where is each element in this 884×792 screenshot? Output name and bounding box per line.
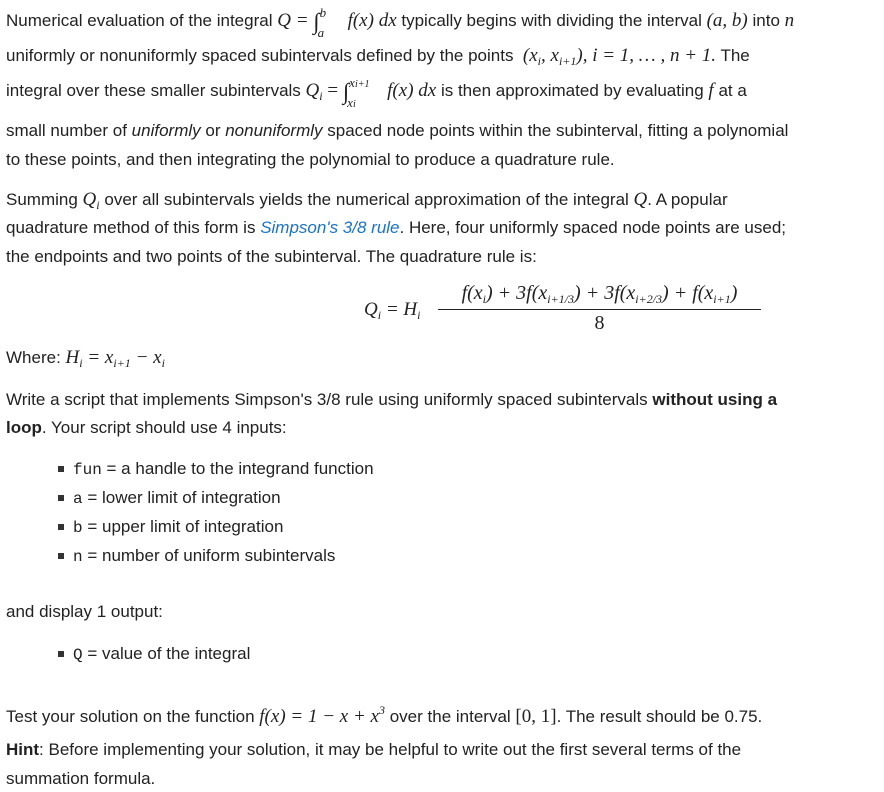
- text-bold: loop: [6, 418, 42, 437]
- hint-line2: [6, 768, 155, 790]
- text: . Here, four uniformly spaced node points are used;: [399, 218, 786, 237]
- math-part: ): [730, 282, 738, 304]
- text: typically begins with dividing the interval: [401, 11, 702, 30]
- subscript: i: [161, 356, 165, 370]
- list-item: [73, 487, 281, 510]
- text: Where:: [6, 348, 61, 367]
- math-part: Q: [364, 299, 378, 320]
- math-hi: [66, 347, 165, 368]
- math-part: ) + 3f(x: [574, 282, 636, 304]
- equation-denominator: 8: [594, 312, 605, 334]
- math-part: H: [65, 347, 80, 368]
- subscript: i: [319, 89, 323, 103]
- math-part: , x: [541, 45, 559, 66]
- math-interval: [0, 1]: [515, 706, 557, 727]
- text: The: [720, 46, 750, 65]
- code-q: Q: [73, 646, 83, 664]
- equation-numerator: [438, 282, 761, 307]
- math-qi: [306, 80, 343, 101]
- p1-line2: [6, 45, 750, 72]
- p2-line3: [6, 246, 537, 268]
- code-fun: fun: [73, 461, 102, 479]
- math-function: [259, 703, 385, 727]
- text: = value of the integral: [82, 644, 251, 663]
- p2-line1: [6, 189, 728, 216]
- text: at a: [718, 81, 747, 100]
- integral-sign: ∫: [342, 79, 350, 104]
- subscript: i+1: [558, 54, 577, 68]
- text: integral over these smaller subintervals: [6, 81, 301, 100]
- subscript: i: [352, 98, 356, 110]
- math-index: i = 1, … , n + 1.: [592, 45, 717, 66]
- upper-limit: b: [319, 4, 327, 20]
- subscript: i: [377, 308, 382, 322]
- text: into: [752, 11, 780, 30]
- math-f: f: [708, 80, 714, 101]
- math-part: ),: [576, 45, 588, 66]
- math-part: (x: [522, 45, 538, 66]
- text: small number of: [6, 121, 132, 140]
- subscript: i+2/3: [635, 292, 663, 306]
- math-n: n: [784, 10, 795, 31]
- list-item: [73, 545, 335, 568]
- text-bold: without using a: [652, 390, 778, 409]
- text-italic: nonuniformly: [225, 121, 323, 140]
- subscript: i+1: [713, 292, 731, 306]
- equation-lhs: [364, 298, 420, 323]
- test-line: [6, 699, 762, 728]
- math-part: Q: [305, 80, 320, 101]
- text: . Your script should use 4 inputs:: [41, 418, 287, 437]
- list-item: [73, 643, 250, 666]
- text: = number of uniform subintervals: [82, 546, 336, 565]
- bullet-icon: [58, 553, 64, 559]
- lower-limit: a: [317, 24, 325, 40]
- math-part: x: [349, 74, 355, 90]
- hint-line1: [6, 739, 741, 761]
- math-part: Q: [82, 189, 97, 210]
- text: spaced node points within the subinterval, fitting a polynomial: [322, 121, 789, 140]
- text: . A popular: [647, 190, 728, 209]
- text: Summing: [6, 190, 78, 209]
- text: : Before implementing your solution, it may be helpful to write out the first several terms of the: [39, 740, 742, 759]
- hint-label: Hint: [6, 740, 40, 759]
- lower-limit: [347, 92, 356, 116]
- text: is then approximated by evaluating: [440, 81, 704, 100]
- text: = lower limit of integration: [82, 488, 281, 507]
- math-part: x: [347, 94, 353, 110]
- math-part: f(x) = 1 − x + x: [259, 706, 379, 727]
- p1-line5: [6, 149, 615, 171]
- math-q: Q: [633, 189, 648, 210]
- math-part: ) + f(x: [662, 282, 714, 304]
- fraction-bar: [438, 309, 761, 310]
- text-italic: uniformly: [131, 121, 201, 140]
- code-a: a: [73, 490, 83, 508]
- text: Numerical evaluation of the integral: [6, 11, 273, 30]
- text: to these points, and then integrating the polynomial to produce a quadrature rule.: [6, 150, 615, 169]
- p1-line1: [6, 4, 795, 40]
- where-line: [6, 347, 165, 374]
- math-part: − x: [130, 347, 162, 368]
- bullet-icon: [58, 524, 64, 530]
- text: = a handle to the integrand function: [101, 459, 374, 478]
- integral-sign: ∫: [313, 9, 320, 34]
- math-q: Q =: [277, 10, 314, 31]
- text: = upper limit of integration: [82, 517, 284, 536]
- p1-line3: [6, 74, 747, 110]
- bullet-icon: [58, 651, 64, 657]
- subscript: i: [482, 292, 487, 306]
- math-integrand: f(x) dx: [387, 80, 437, 101]
- bullet-icon: [58, 466, 64, 472]
- text: or: [200, 121, 226, 140]
- subscript: i: [96, 198, 100, 212]
- text: . The result should be 0.75.: [556, 707, 763, 726]
- math-points: [523, 45, 588, 66]
- text: summation formula.: [6, 769, 156, 788]
- code-n: n: [73, 548, 83, 566]
- math-part: ) + 3f(x: [486, 282, 548, 304]
- integral-limits: [317, 4, 348, 40]
- task-line2: [6, 417, 287, 439]
- simpsons-rule-link[interactable]: Simpson's 3/8 rule: [260, 218, 400, 237]
- text: uniformly or nonuniformly spaced subintervals defined by the points: [6, 46, 514, 65]
- p1-line4: [6, 120, 788, 142]
- integral-limits: [347, 74, 387, 110]
- text: over the interval: [389, 707, 511, 726]
- math-part: = x: [82, 347, 114, 368]
- math-part: =: [322, 80, 343, 101]
- superscript: 3: [378, 703, 385, 717]
- subscript: i+1: [354, 78, 370, 90]
- list-item: [73, 458, 374, 481]
- math-qi: [83, 189, 100, 210]
- bullet-icon: [58, 495, 64, 501]
- subscript: i: [417, 308, 421, 322]
- math-part: = H: [381, 299, 418, 320]
- math-interval: (a, b): [706, 10, 748, 31]
- list-item: [73, 516, 283, 539]
- text: over all subintervals yields the numerical approximation of the integral: [104, 190, 629, 209]
- subscript: i+1/3: [547, 292, 575, 306]
- text: Test your solution on the function: [6, 707, 255, 726]
- subscript: i: [79, 356, 83, 370]
- text: the endpoints and two points of the subinterval. The quadrature rule is:: [6, 247, 537, 266]
- code-b: b: [73, 519, 83, 537]
- text: quadrature method of this form is: [6, 218, 261, 237]
- p2-line2: [6, 217, 786, 239]
- output-intro: [6, 601, 163, 623]
- subscript: i+1: [113, 356, 131, 370]
- math-integrand: f(x) dx: [347, 10, 397, 31]
- text: and display 1 output:: [6, 602, 163, 621]
- task-line1: [6, 389, 777, 411]
- subscript: i: [537, 54, 542, 68]
- math-part: f(x: [461, 282, 483, 304]
- text: Write a script that implements Simpson's 3/8 rule using uniformly spaced subintervals: [6, 390, 653, 409]
